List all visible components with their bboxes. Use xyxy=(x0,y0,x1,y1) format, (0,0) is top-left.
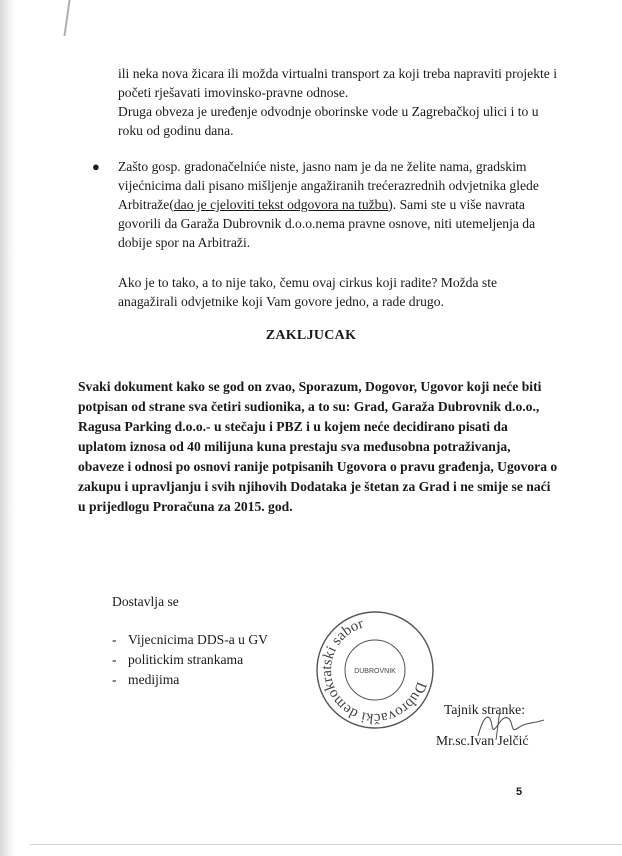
secretary-title: Tajnik stranke: xyxy=(444,702,525,717)
section-heading: ZAKLJUCAK xyxy=(265,328,357,343)
party-stamp xyxy=(310,605,440,735)
bullet-text-start: Zašto gosp. gradonačelniće niste, jasno nam je da ne želite nama, gradskim vijećnicima dali pisano mišljenje angažiranih trećerazrednih odvjetnika glede Arbitraže( xyxy=(118,159,539,212)
page-number: 5 xyxy=(516,786,523,798)
stamp-center-text: DUBROVNIK xyxy=(354,668,396,675)
recipient-item: - medijima xyxy=(112,672,180,687)
bullet-dot-icon: ● xyxy=(92,159,100,174)
delivery-title: Dostavlja se xyxy=(112,594,179,609)
paragraph-drainage: Druga obveza je uređenje odvodnje oborinske vode u Zagrebačkoj ulici i to u roku od godinu dana. xyxy=(118,104,539,138)
recipient-item: - politickim strankama xyxy=(112,652,244,667)
scan-edge-shadow xyxy=(0,0,16,856)
recipient-item: - Vijecnicima DDS-a u GV xyxy=(112,632,268,647)
scan-edge-line xyxy=(63,0,70,36)
paragraph-circus: Ako je to tako, a to nije tako, čemu ovaj cirkus koji radite? Možda ste anagažirali odvjetnike koji Vam govore jedno, a rade drugo. xyxy=(118,275,498,309)
paragraph-transport: ili neka nova žicara ili možda virtualni transport za koji treba napraviti projekte i početi rješavati imovinsko-pravne odnose. xyxy=(118,66,557,100)
secretary-name: Mr.sc.Ivan Jelčić xyxy=(436,733,529,748)
recipient-list xyxy=(112,630,268,690)
bullet-text-end: ). Sami ste u više navrata govorili da Garaža Dubrovnik d.o.o.nema pravne osnove, niti utemeljenja da dobije spor na Arbitraži. xyxy=(118,197,536,250)
scan-bottom-line xyxy=(30,844,622,845)
stamp-ring-text: Dubrovački demokratski sabor xyxy=(318,615,430,727)
conclusion-paragraph: Svaki dokument kako se god on zvao, Sporazum, Dogovor, Ugovor koji neće biti potpisan od strane sva četiri sudionika, a to su: Grad, Garaža Dubrovnik d.o.o., Ragusa Parking d.o.o.- u stečaju i PBZ i u kojem neće decidirano pisati da uplatom iznosa od 40 milijuna kuna prestaju sva međusobna potraživanja, obaveze i odnosi po osnovi ranije potpisanih Ugovora o pravu građenja, Ugovora o zakupu i upravljanju i svih njihovih Dodataka je štetan za Grad i ne smije se naći u prijedlogu Proračuna za 2015. god. xyxy=(78,379,558,514)
bullet-text-underlined: dao je cjeloviti tekst odgovora na tužbu xyxy=(173,197,389,212)
bullet-item-arbitration xyxy=(92,157,558,252)
